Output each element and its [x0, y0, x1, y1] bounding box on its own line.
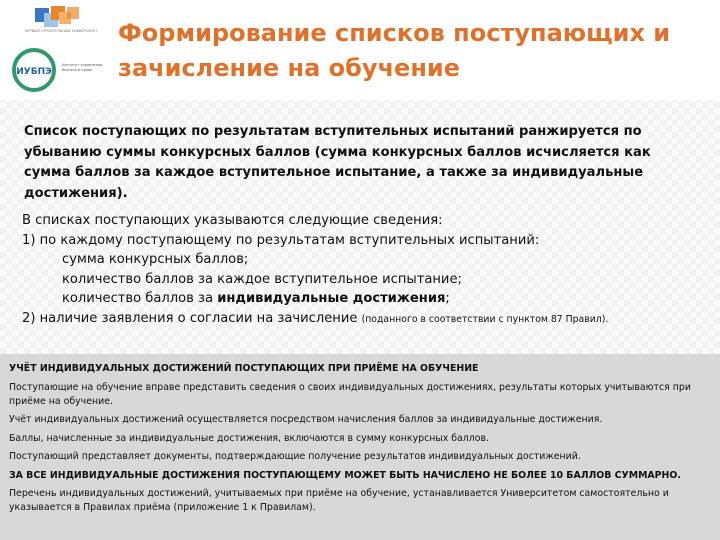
iubpe-caption: Институт управления, бизнеса и права	[62, 63, 104, 72]
logo-tiles-icon	[35, 6, 81, 28]
info-subitem-3-prefix: количество баллов за	[62, 291, 218, 306]
iubpe-logo	[12, 48, 112, 94]
intro-paragraph: Список поступающих по результатам вступительных испытаний ранжируется по убыванию суммы конкурсных баллов (сумма конкурсных баллов исчисляется как сумма баллов за каждое вступительное испытание, а также за индивидуальные достижения).	[24, 124, 651, 201]
panel-paragraph-3: Баллы, начисленные за индивидуальные достижения, включаются в сумму конкурсных баллов.	[9, 432, 490, 444]
info-item-2	[22, 309, 712, 330]
title-line-1: Формирование списков поступающих и	[118, 19, 671, 47]
info-subitem-1: сумма конкурсных баллов;	[62, 252, 249, 267]
iubpe-badge-icon	[12, 48, 56, 92]
panel-heading: УЧЁТ ИНДИВИДУАЛЬНЫХ ДОСТИЖЕНИЙ ПОСТУПАЮЩИХ ПРИ ПРИЁМЕ НА ОБУЧЕНИЕ	[9, 363, 479, 374]
page-title	[118, 16, 708, 86]
iubpe-badge-text: ИУБПЭ	[16, 67, 52, 77]
info-subitem-2: количество баллов за каждое вступительное испытание;	[62, 271, 462, 287]
info-item-2-main: 2) наличие заявления о согласии на зачисление	[22, 310, 358, 326]
info-item-2-note: (поданного в соответствии с пунктом 87 Правил).	[361, 313, 609, 325]
list-info-block	[22, 211, 712, 329]
header	[0, 0, 720, 100]
title-line-2: зачисление на обучение	[118, 54, 460, 82]
panel-paragraph-1: Поступающие на обучение вправе представить сведения о своих индивидуальных достижениях, результаты которых учитываются при приёме на обучение.	[9, 381, 691, 407]
info-item-1: 1) по каждому поступающему по результатам вступительных испытаний:	[22, 232, 540, 248]
panel-paragraph-6: Перечень индивидуальных достижений, учитываемых при приёме на обучение, устанавливается Университетом самостоятельно и указывается в Правилах приёма (приложение 1 к Правилам).	[9, 488, 669, 514]
info-lead: В списках поступающих указываются следующие сведения:	[22, 213, 443, 228]
panel-paragraph-4: Поступающий представляет документы, подтверждающие получение результатов индивидуальных достижений.	[9, 451, 581, 463]
panel-paragraph-5: ЗА ВСЕ ИНДИВИДУАЛЬНЫЕ ДОСТИЖЕНИЯ ПОСТУПАЮЩЕМУ МОЖЕТ БЫТЬ НАЧИСЛЕНО НЕ БОЛЕЕ 10 БАЛЛОВ СУММАРНО.	[9, 469, 681, 481]
info-subitem-3-suffix: ;	[445, 291, 450, 306]
panel-paragraph-2: Учёт индивидуальных достижений осуществляется посредством начисления баллов за индивидуальные достижения.	[9, 414, 603, 426]
university-logo	[10, 6, 105, 46]
logo-tagline: ПЕРВЫЙ СТРОИТЕЛЬНЫЙ УНИВЕРСИТЕТ	[24, 29, 98, 33]
info-subitem-3	[22, 289, 712, 309]
achievements-panel	[0, 354, 720, 540]
info-subitem-3-bold: индивидуальные достижения	[217, 291, 446, 306]
